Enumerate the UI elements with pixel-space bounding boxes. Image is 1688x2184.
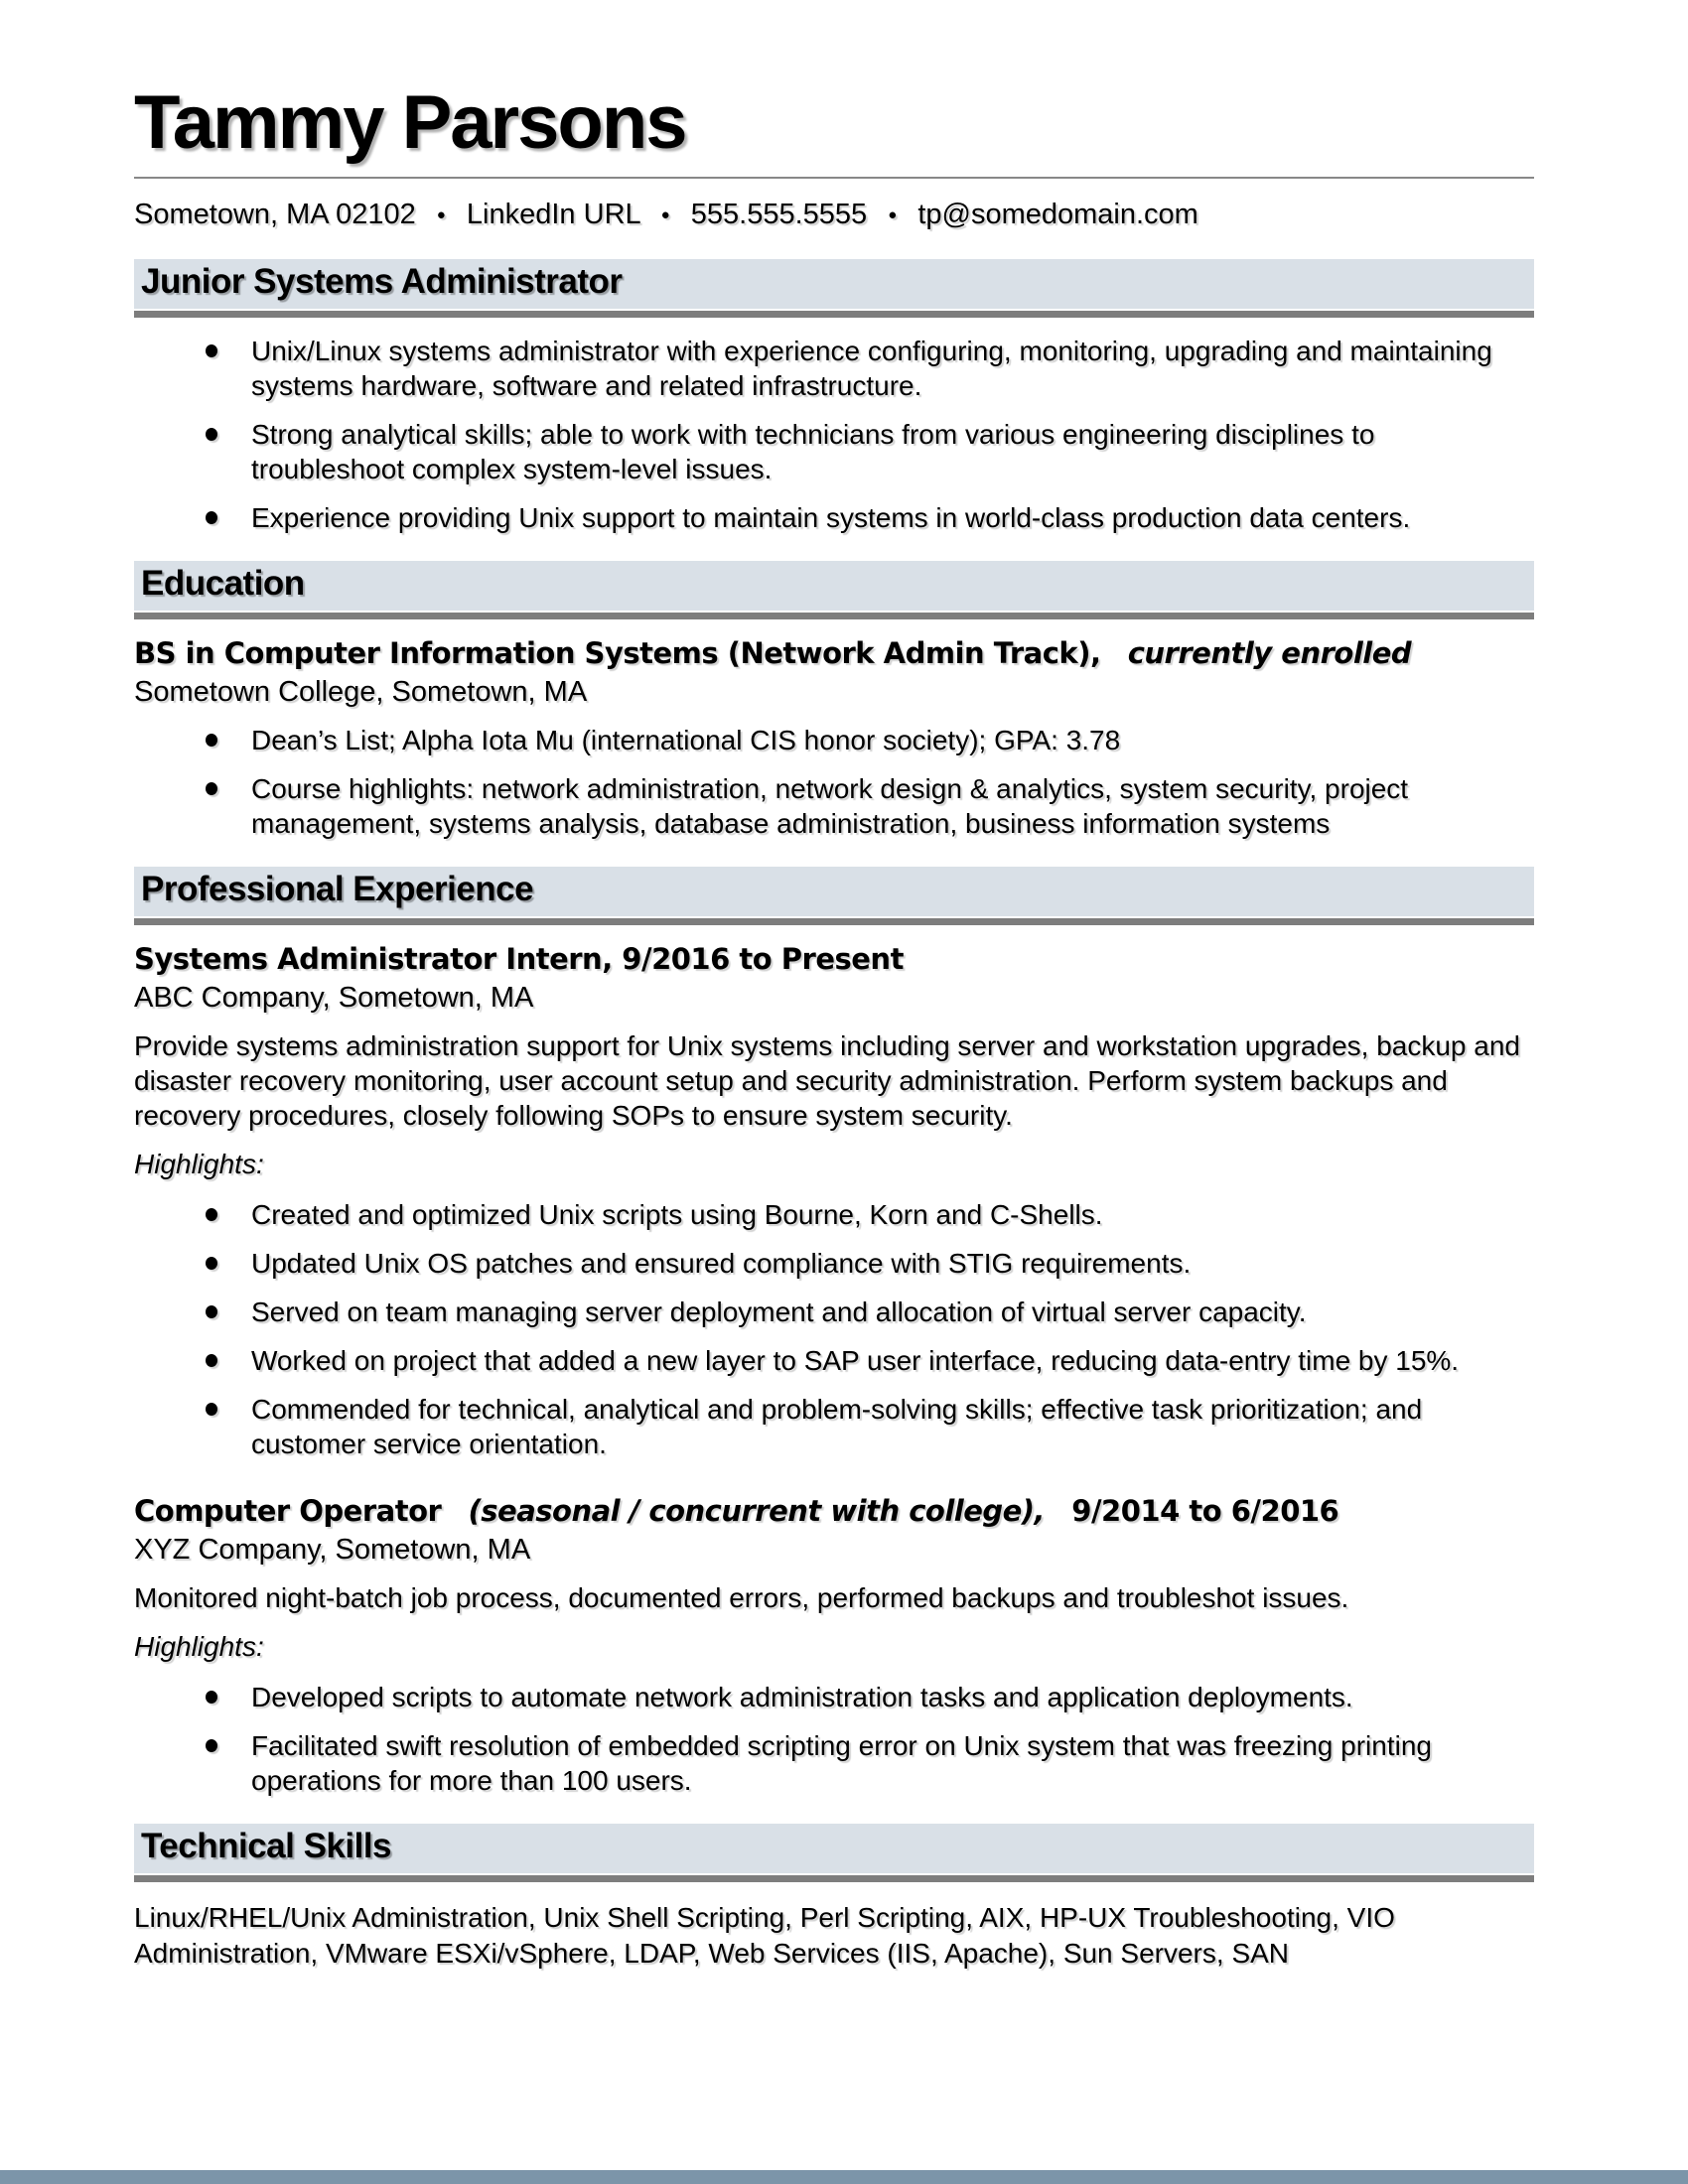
separator-dot-icon: ● [888, 206, 898, 223]
bullet-icon [206, 1354, 217, 1367]
list-item [134, 1197, 1534, 1232]
highlight-text: Facilitated swift resolution of embedded scripting error on Unix system that was freezing printing operations for more than 100 users. [251, 1730, 1432, 1796]
bullet-icon [206, 511, 217, 524]
contact-phone: 555.555.5555 [690, 199, 868, 230]
highlight-text: Developed scripts to automate network administration tasks and application deployments. [251, 1682, 1353, 1712]
bullet-icon [206, 1739, 217, 1752]
job-title [134, 1493, 1534, 1530]
job-role: Computer Operator [134, 1494, 442, 1528]
summary-bullet-text: Strong analytical skills; able to work with technicians from various engineering disciplines to troubleshoot complex system-level issues. [251, 419, 1375, 484]
section-title-experience: Professional Experience [141, 870, 534, 908]
job-company: ABC Company, Sometown, MA [134, 982, 534, 1014]
footer-accent-bar [0, 2170, 1688, 2184]
education-list [134, 723, 1534, 841]
summary-list [134, 334, 1534, 535]
job-entry [134, 941, 1534, 1461]
section-education [134, 561, 1534, 619]
list-item [134, 723, 1534, 757]
education-school: Sometown College, Sometown, MA [134, 676, 588, 708]
job-company: XYZ Company, Sometown, MA [134, 1534, 531, 1566]
candidate-name: Tammy Parsons [134, 80, 686, 165]
education-bullet-text: Course highlights: network administration, network design & analytics, system security, project management, systems analysis, database administration, business information systems [251, 773, 1409, 839]
section-experience [134, 867, 1534, 925]
name-divider [134, 177, 1534, 179]
list-item [134, 1728, 1534, 1798]
section-header-bar [134, 259, 1534, 309]
highlight-text: Served on team managing server deployment and allocation of virtual server capacity. [251, 1297, 1307, 1327]
section-underline [134, 918, 1534, 925]
bullet-icon [206, 782, 217, 795]
section-header-bar [134, 1824, 1534, 1873]
contact-line [134, 197, 1534, 233]
bullet-icon [206, 734, 217, 747]
summary-bullet-text: Unix/Linux systems administrator with experience configuring, monitoring, upgrading and maintaining systems hardware, software and related infrastructure. [251, 336, 1492, 401]
list-item [134, 1295, 1534, 1329]
job-description: Provide systems administration support for Unix systems including server and workstation upgrades, backup and disaster recovery monitoring, user account setup and security administration. Perform system backups and recovery procedures, closely following SOPs to ensure system security. [134, 1030, 1520, 1131]
degree-text: BS in Computer Information Systems (Network Admin Track), [134, 636, 1101, 670]
section-title-education: Education [141, 564, 305, 603]
list-item [134, 1680, 1534, 1714]
education-degree [134, 635, 1534, 672]
section-underline [134, 311, 1534, 318]
bullet-icon [206, 1208, 217, 1221]
section-title-summary: Junior Systems Administrator [141, 262, 623, 301]
degree-status: currently enrolled [1127, 636, 1412, 670]
bullet-icon [206, 1691, 217, 1704]
contact-linkedin: LinkedIn URL [466, 199, 640, 230]
list-item [134, 417, 1534, 486]
job-highlights-list [134, 1197, 1534, 1461]
list-item [134, 334, 1534, 403]
list-item [134, 1246, 1534, 1281]
section-header-bar [134, 867, 1534, 916]
highlight-text: Worked on project that added a new layer to SAP user interface, reducing data-entry time by 15%. [251, 1345, 1460, 1376]
list-item [134, 771, 1534, 841]
summary-bullet-text: Experience providing Unix support to maintain systems in world-class production data centers. [251, 502, 1411, 533]
section-header-bar [134, 561, 1534, 611]
highlights-label: Highlights: [134, 1149, 264, 1179]
highlight-text: Updated Unix OS patches and ensured compliance with STIG requirements. [251, 1248, 1192, 1279]
contact-location: Sometown, MA 02102 [134, 199, 416, 230]
job-description: Monitored night-batch job process, documented errors, performed backups and troubleshot issues. [134, 1582, 1349, 1613]
job-title-note: (seasonal / concurrent with college), [468, 1494, 1046, 1528]
job-dates: 9/2014 to 6/2016 [1071, 1494, 1339, 1528]
section-underline [134, 1875, 1534, 1882]
bullet-icon [206, 344, 217, 357]
highlights-label: Highlights: [134, 1631, 264, 1662]
job-title: Systems Administrator Intern, 9/2016 to Present [134, 942, 904, 976]
section-underline [134, 613, 1534, 619]
skills-text: Linux/RHEL/Unix Administration, Unix Shell Scripting, Perl Scripting, AIX, HP-UX Troubleshooting, VIO Administration, VMware ESXi/vSphere, LDAP, Web Services (IIS, Apache), Sun Servers, SAN [134, 1902, 1395, 1969]
job-highlights-list [134, 1680, 1534, 1798]
separator-dot-icon: ● [660, 206, 670, 223]
separator-dot-icon: ● [436, 206, 446, 223]
highlight-text: Created and optimized Unix scripts using Bourne, Korn and C-Shells. [251, 1199, 1103, 1230]
bullet-icon [206, 1403, 217, 1416]
job-entry [134, 1493, 1534, 1798]
highlight-text: Commended for technical, analytical and problem-solving skills; effective task prioritization; and customer service orientation. [251, 1394, 1423, 1459]
list-item [134, 500, 1534, 535]
section-summary [134, 259, 1534, 318]
section-skills [134, 1824, 1534, 1882]
list-item [134, 1343, 1534, 1378]
bullet-icon [206, 1305, 217, 1318]
contact-email: tp@somedomain.com [917, 199, 1198, 230]
bullet-icon [206, 1257, 217, 1270]
section-title-skills: Technical Skills [141, 1827, 392, 1865]
list-item [134, 1392, 1534, 1461]
bullet-icon [206, 428, 217, 441]
education-bullet-text: Dean’s List; Alpha Iota Mu (international CIS honor society); GPA: 3.78 [251, 725, 1121, 755]
